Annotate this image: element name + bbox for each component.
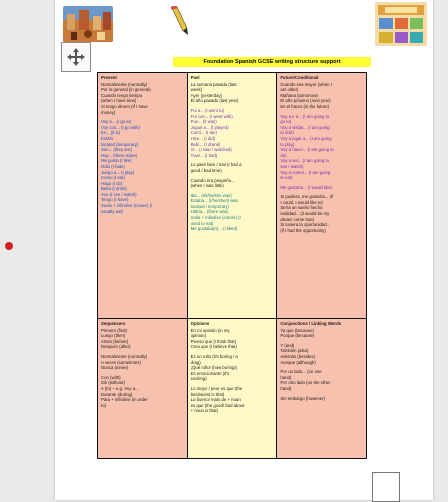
opinions-column	[187, 319, 277, 459]
present-line: Cuando tengo tiempo	[101, 92, 143, 98]
opinion-line: Lo mejor / peor es que (the	[190, 385, 243, 391]
present-verb: Voy con... (I go with)	[101, 124, 140, 130]
sequencers-header: Sequencers	[101, 321, 126, 326]
red-marker-dot	[5, 242, 13, 250]
sequencer-line: Sin (without)	[101, 380, 125, 386]
present-line: Normalmente (normally)	[101, 81, 148, 87]
past-extra: Cuando era pequeño...	[190, 177, 235, 183]
future-verb: to visit)	[280, 130, 294, 136]
past-imperfect: located / temporary)	[190, 203, 229, 209]
future-verb: to play)	[280, 141, 295, 147]
move-arrows-icon	[66, 47, 86, 67]
past-verb: Vi... (I saw / watched)	[190, 147, 232, 153]
future-verb: to eat)	[280, 175, 293, 181]
past-imperfect: Solía + infinitive (comer) (I	[190, 215, 241, 221]
sequencer-line: Primero (first)	[101, 327, 128, 333]
future-verb: Voy a jugar a... (I am going	[280, 135, 332, 141]
past-extra: (when I was little)	[190, 183, 224, 189]
past-verb: Hice... (I did)	[190, 135, 216, 141]
opinion-line: ¡Qué rollo! (how boring!)	[190, 365, 237, 371]
opinion-line: Creo que (I believe that)	[190, 344, 237, 350]
writing-support-grid	[97, 72, 367, 459]
present-line: Si tengo dinero (If I have	[101, 103, 148, 109]
conjunctions-header: Conjunctions / Linking Words	[280, 321, 342, 326]
past-verb: Tuve... (I had)	[190, 152, 218, 158]
conjunction-line: Sin embargo (however)	[280, 395, 325, 401]
past-line: La semana pasada (last	[190, 81, 237, 87]
past-column	[187, 73, 277, 319]
future-verb: go to)	[280, 119, 292, 125]
past-line: El año pasado (last year)	[190, 98, 239, 104]
present-header: Present	[101, 75, 117, 80]
present-verb: Está/n	[101, 135, 114, 141]
conjunctions-column	[277, 319, 367, 459]
move-handle[interactable]	[61, 42, 91, 72]
sequencer-line: Luego (then)	[101, 333, 126, 339]
conjunction-line: hand)	[280, 385, 292, 391]
present-verb: located (temporary)	[101, 141, 139, 147]
present-verb: Suelo + infinitive (comer) (I	[101, 203, 153, 209]
future-extra: Si tuviera la oportunidad...	[280, 222, 331, 228]
present-verb: Odio (I hate)	[101, 163, 125, 169]
document-title: Foundation Spanish GCSE writing structure support	[173, 57, 371, 67]
past-imperfect: used to eat)	[190, 220, 214, 226]
page-corner-box	[372, 472, 400, 502]
present-line: (when I have time)	[101, 98, 137, 104]
present-verb: Veo (I see / watch)	[101, 191, 137, 197]
document-page	[55, 0, 433, 500]
future-verb: Voy a hacer... (I am going to	[280, 147, 334, 153]
present-line: money)	[101, 109, 116, 115]
opinion-line: es que (the good/ bad about	[190, 402, 245, 408]
future-extra: I could, I would like to)	[280, 199, 323, 205]
conjunction-line: También (also)	[280, 348, 309, 354]
future-line: Mañana (tomorrow)	[280, 92, 318, 98]
present-verb: Hago (I do)	[101, 180, 123, 186]
spanish-words-illustration	[375, 2, 427, 46]
past-verb: Fue... (it was)	[190, 119, 217, 125]
conjunction-line: Aunque (although)	[280, 359, 316, 365]
sequencer-line: Después (after)	[101, 344, 131, 350]
present-verb: Juego a... (I play)	[101, 169, 135, 175]
sequencer-line: Para + infinitive (in order	[101, 397, 148, 403]
present-verb: Voy a... (I go to)	[101, 119, 132, 125]
future-verb: see / watch)	[280, 163, 304, 169]
sequencer-line: Con (with)	[101, 374, 121, 380]
present-verb: Como (I eat)	[101, 175, 125, 181]
past-verb: Jugué a... (I played)	[190, 124, 229, 130]
spanish-town-image	[63, 6, 113, 42]
opinion-line: + noun is that)	[190, 408, 219, 414]
future-line: Cuando sea mayor (when I	[280, 81, 332, 87]
past-verb: Comí... (I ate)	[190, 130, 217, 136]
sequencer-line: A (to) – e.g. Voy a...	[101, 385, 139, 391]
conjunction-line: Y (and)	[280, 342, 295, 348]
past-imperfect: Me gustaba(n)... (I liked)	[190, 226, 238, 232]
future-extra: Sería un sueño hecho	[280, 205, 323, 211]
opinion-line: Lo bueno/ malo de + noun	[190, 397, 241, 403]
conjunction-line: Por otro lado (on the other	[280, 380, 331, 386]
sequencer-line: Antes (before)	[101, 338, 129, 344]
past-verb: Fui con... (I went with)	[190, 113, 233, 119]
future-line: am older)	[280, 87, 299, 93]
past-imperfect: Había... (there was)	[190, 209, 229, 215]
opinion-line: best/worst is that)	[190, 391, 225, 397]
future-extra: (if I had the opportunity)	[280, 227, 326, 233]
opinion-line: opinion)	[190, 333, 206, 339]
future-header: Future/Conditional	[280, 75, 319, 80]
future-verb: Voy a comer... (I am going	[280, 169, 331, 175]
present-column	[98, 73, 188, 319]
past-imperfect: Estaba... (I/he/she/it was	[190, 198, 238, 204]
past-line: week)	[190, 87, 203, 93]
sequencers-column	[98, 319, 188, 459]
present-verb: Es... (it is)	[101, 130, 121, 136]
future-extra: realidad... (it would be my	[280, 211, 330, 217]
present-verb: Son... (they are)	[101, 147, 132, 153]
present-line: Por lo general (in general)	[101, 87, 151, 93]
conjunction-line: Porque (because)	[280, 333, 315, 339]
opinion-line: Es emocionante (it's	[190, 370, 230, 376]
past-extra: good / bad time)	[190, 167, 222, 173]
conjunction-line: Por un lado... (on one	[280, 369, 322, 375]
conjunction-line: hand)	[280, 374, 292, 380]
past-verb: Bebí... (I drank)	[190, 141, 221, 147]
future-line: El año próximo (next year)	[280, 98, 331, 104]
future-verb: Voy a visitar... (I am going	[280, 124, 330, 130]
sequencer-line: A veces (sometimes)	[101, 359, 141, 365]
conjunction-line: Ya que (because)	[280, 327, 314, 333]
sequencer-line: Nunca (never)	[101, 365, 129, 371]
past-extra: Lo pasé bien / mal (I had a	[190, 162, 242, 168]
future-extra: dream come true)	[280, 216, 315, 222]
opinion-line: En mi opinión (in my	[190, 327, 230, 333]
present-verb: Me gusta (I like)	[101, 158, 132, 164]
present-verb: Bebo (I drink)	[101, 186, 127, 192]
opinion-line: drag)	[190, 359, 201, 365]
past-imperfect: Iba... (I/it/he/she was)	[190, 192, 232, 198]
future-column	[277, 73, 367, 319]
opinions-header: Opinions	[190, 321, 210, 326]
future-verb: do)	[280, 152, 287, 158]
future-extra: Si pudiera, me gustaría... (If	[280, 194, 334, 200]
future-verb: Voy a ir a... (I am going to	[280, 113, 330, 119]
present-verb: Hay... (there is/are)	[101, 152, 138, 158]
opinion-line: exciting)	[190, 376, 207, 382]
future-conditional: Me gustaría... (I would like)	[280, 184, 332, 190]
present-verb: usually eat)	[101, 208, 123, 214]
sequencer-line: to)	[101, 402, 107, 408]
pencil-icon	[169, 6, 191, 36]
future-line: En el futuro (in the future)	[280, 103, 330, 109]
opinion-line: Pienso que (I think that)	[190, 338, 237, 344]
sequencer-line: Durante (during)	[101, 391, 133, 397]
future-verb: Voy a ver... (I am going to	[280, 158, 330, 164]
past-header: Past	[190, 75, 200, 80]
conjunction-line: Además (besides)	[280, 353, 315, 359]
sequencer-line: Normalmente (normally)	[101, 353, 148, 359]
past-line: Ayer (yesterday)	[190, 92, 223, 98]
past-verb: Fui a... (I went to)	[190, 107, 225, 113]
opinion-line: Es un rollo (it's boring / a	[190, 353, 238, 359]
present-verb: Tengo (I have)	[101, 197, 129, 203]
